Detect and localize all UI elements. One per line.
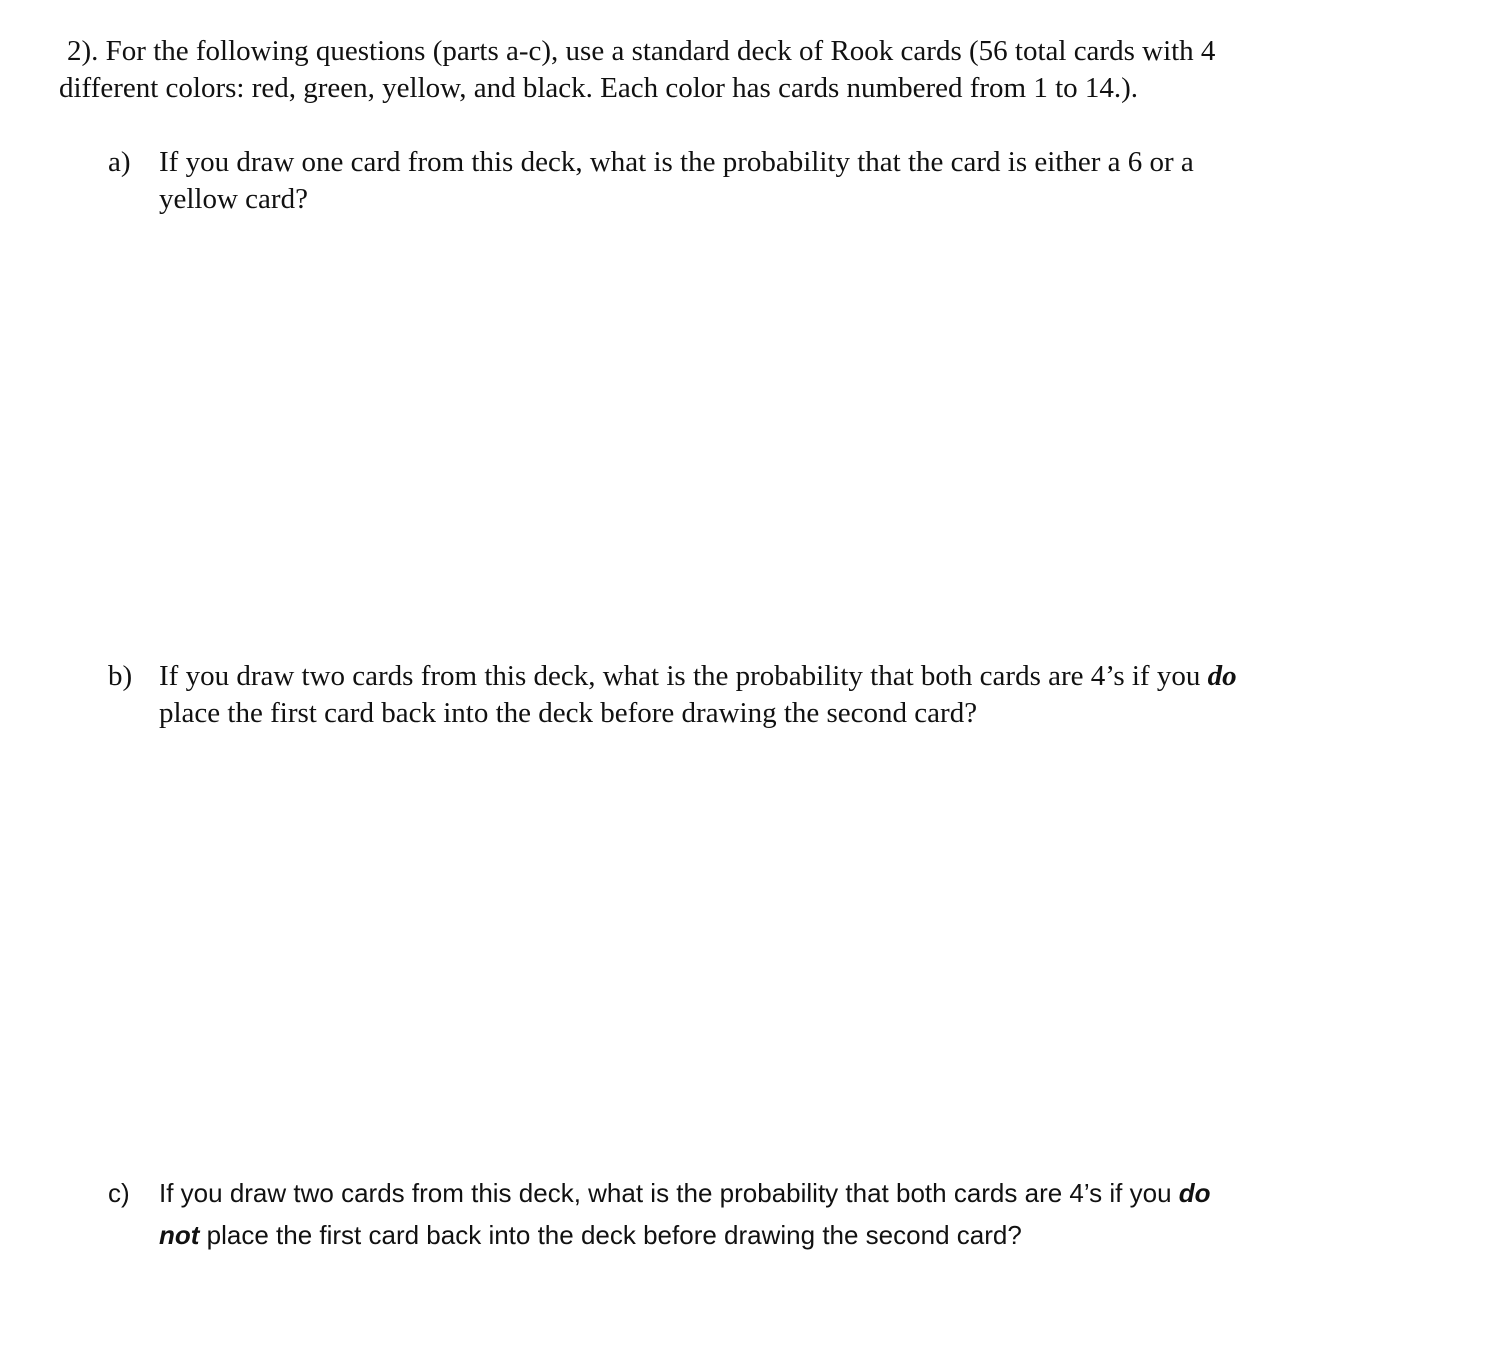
question-a-label: a) xyxy=(108,146,131,178)
question-a-text xyxy=(159,144,1409,218)
problem-intro xyxy=(59,33,1419,107)
question-b-line-1 xyxy=(159,658,1409,695)
question-b-label: b) xyxy=(108,660,133,692)
question-c-emphasis-not: not xyxy=(159,1220,200,1250)
question-c-label: c) xyxy=(108,1178,130,1208)
question-c-line-2-text: place the first card back into the deck before drawing the second card? xyxy=(199,1220,1022,1250)
question-c-line-1-text: If you draw two cards from this deck, what is the probability that both cards are 4’s if you xyxy=(159,1178,1179,1208)
intro-line-1: 2). For the following questions (parts a-c), use a standard deck of Rook cards (56 total cards with 4 xyxy=(67,35,1216,67)
question-c-line-1 xyxy=(159,1172,1409,1214)
question-b-emphasis-do: do xyxy=(1207,660,1237,692)
intro-line-2: different colors: red, green, yellow, and black. Each color has cards numbered from 1 to 14.). xyxy=(59,72,1139,104)
question-b-line-2: place the first card back into the deck before drawing the second card? xyxy=(159,697,978,729)
question-b-text xyxy=(159,658,1409,732)
question-c-text xyxy=(159,1172,1409,1256)
question-c-line-2 xyxy=(159,1214,1409,1256)
question-a-line-1: If you draw one card from this deck, what is the probability that the card is either a 6 or a xyxy=(159,146,1194,178)
question-a-line-2: yellow card? xyxy=(159,183,308,215)
question-b-line-1-text: If you draw two cards from this deck, what is the probability that both cards are 4’s if you xyxy=(159,660,1208,692)
question-c-emphasis-do: do xyxy=(1178,1178,1211,1208)
